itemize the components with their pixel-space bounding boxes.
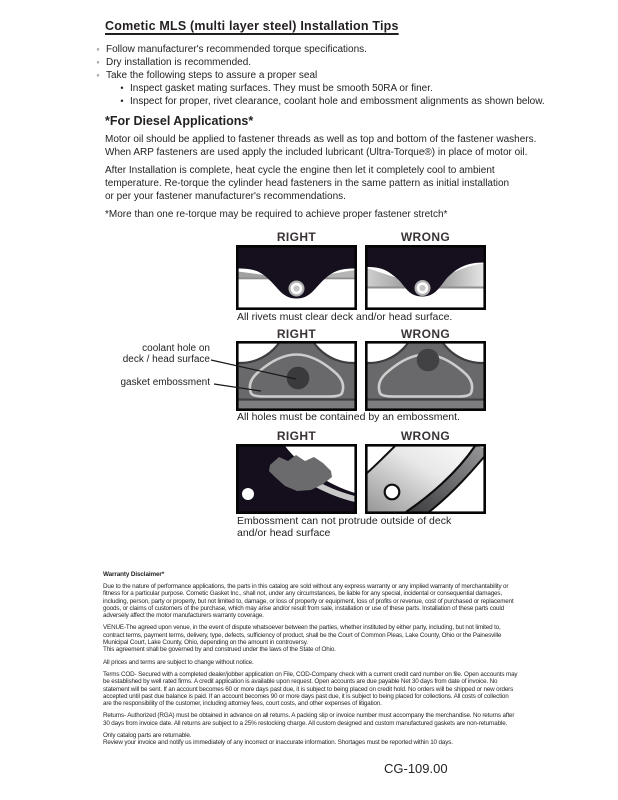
tip-sub-item <box>118 95 545 108</box>
warranty-disclaimer <box>103 571 603 752</box>
dot-bullet-icon: • <box>120 83 124 93</box>
annotation-leader-lines <box>205 352 305 400</box>
tip-item <box>94 56 545 69</box>
circle-bullet-icon: ◦ <box>96 44 100 54</box>
tip-text: Take the following steps to assure a proper seal <box>106 70 318 81</box>
diesel-paragraph-1: Motor oil should be applied to fastener threads as well as top and bottom of the fastener washers. When ARP fasteners are used apply the included lubricant (Ultra-Torque®) in place of motor oil. <box>105 134 537 158</box>
dot-bullet-icon: • <box>120 96 124 106</box>
tip-text: Inspect gasket mating surfaces. They must be smooth 50RA or finer. <box>130 83 433 94</box>
tip-item <box>94 43 545 56</box>
figure-rivet-right-panel <box>236 245 357 310</box>
warranty-paragraph: Terms COD- Secured with a completed dealer/jobber application on File, COD-Company check with a current credit card number on file. Open accounts may be established by well rated firms. A credit application is available upon request. Open accounts are due payable Net 30 days from date of invoice. No statement will be sent. If an account becomes 60 or more days past due, it is subject to being placed on credit hold. No orders will be shipped or new orders accepted until past due balance is paid. If an account becomes 90 or more days past due, it is subject to being placed for collections. All costs of collection are the responsibility of the customer, including attorney fees, court costs, and other expenses of litigation. <box>103 670 518 708</box>
tip-text: Follow manufacturer's recommended torque specifications. <box>106 44 367 55</box>
right-label-row3: RIGHT <box>276 429 317 443</box>
wrong-label-row3: WRONG <box>400 429 451 443</box>
warranty-paragraph: VENUE-The agreed upon venue, in the event of dispute whatsoever between the parties, whether instituted by either party, including, but not limited to, contract terms, payment terms, delivery, type, defects, sufficiency of product, shall be the Court of Common Pleas, Lake County, Ohio or the Painesville Municipal Court, Lake County, Ohio, depending on the amount in controversy. This agreement shall be governed by and construed under the laws of the State of Ohio. <box>103 624 502 654</box>
diesel-section <box>105 114 565 226</box>
figure-embossment-right-panel <box>236 444 357 514</box>
diesel-note: *More than one re-torque may be required to achieve proper fastener stretch* <box>105 209 448 220</box>
right-label-row2: RIGHT <box>276 327 317 341</box>
circle-bullet-icon: ◦ <box>96 70 100 80</box>
tips-list <box>94 43 545 108</box>
annotation-coolant-hole-label: coolant hole on deck / head surface <box>122 343 210 365</box>
figure-embossment-wrong-panel <box>365 444 486 514</box>
warranty-paragraph: Due to the nature of performance applications, the parts in this catalog are sold without any express warranty or any implied warranty of merchantability or fitness for a particular purpose. Cometic Gasket Inc., shall not, under any circumstances, be liable for any special, incidental or consequential damages, including, person, party or property, but not limited to, damage, or loss of property or equipment, loss of profits or revenue, cost of purchased or replacement goods, or claims of customers of the purchase, which may arise and/or result from sale, installation or use of these parts. Installation of these parts could adversely affect the motor manufacturers warranty coverage. <box>103 583 514 620</box>
circle-bullet-icon: ◦ <box>96 57 100 67</box>
diesel-heading: *For Diesel Applications* <box>105 114 254 128</box>
part-number: CG-109.00 <box>384 761 448 776</box>
figure-rivet-wrong-panel <box>365 245 486 310</box>
figure-hole-wrong-panel <box>365 341 486 411</box>
warranty-heading: Warranty Disclaimer* <box>103 571 165 578</box>
warranty-paragraph: Only catalog parts are returnable. Review your invoice and notify us immediately of any incorrect or inaccurate information. Shortages must be reported within 10 days. <box>103 732 453 747</box>
right-label-row1: RIGHT <box>276 230 317 244</box>
wrong-label-row2: WRONG <box>400 327 451 341</box>
caption-embossment: Embossment can not protrude outside of deck and/or head surface <box>237 515 452 539</box>
tip-sub-item <box>118 82 545 95</box>
page-title: Cometic MLS (multi layer steel) Installation Tips <box>105 19 399 33</box>
tip-text: Dry installation is recommended. <box>106 57 252 68</box>
tip-text: Inspect for proper, rivet clearance, coolant hole and embossment alignments as shown below. <box>130 96 545 107</box>
diesel-paragraph-2: After Installation is complete, heat cycle the engine then let it completely cool to ambient temperature. Re-torque the cylinder head fasteners in the same pattern as initial installation or per your fastener manufacturer's recommendations. <box>105 165 510 202</box>
wrong-label-row1: WRONG <box>400 230 451 244</box>
tip-item <box>94 69 545 82</box>
caption-rivets: All rivets must clear deck and/or head surface. <box>237 311 453 323</box>
caption-holes: All holes must be contained by an embossment. <box>237 411 460 423</box>
annotation-gasket-embossment-label: gasket embossment <box>120 377 210 388</box>
warranty-paragraph: Returns- Authorized (RGA) must be obtained in advance on all returns. A packing slip or invoice number must accompany the merchandise. No returns after 30 days from invoice date. All returns are subject to a 25% restocking charge. All custom designed and custom manufactured gaskets are non-returnable. <box>103 712 515 727</box>
warranty-paragraph: All prices and terms are subject to change without notice. <box>103 658 254 666</box>
